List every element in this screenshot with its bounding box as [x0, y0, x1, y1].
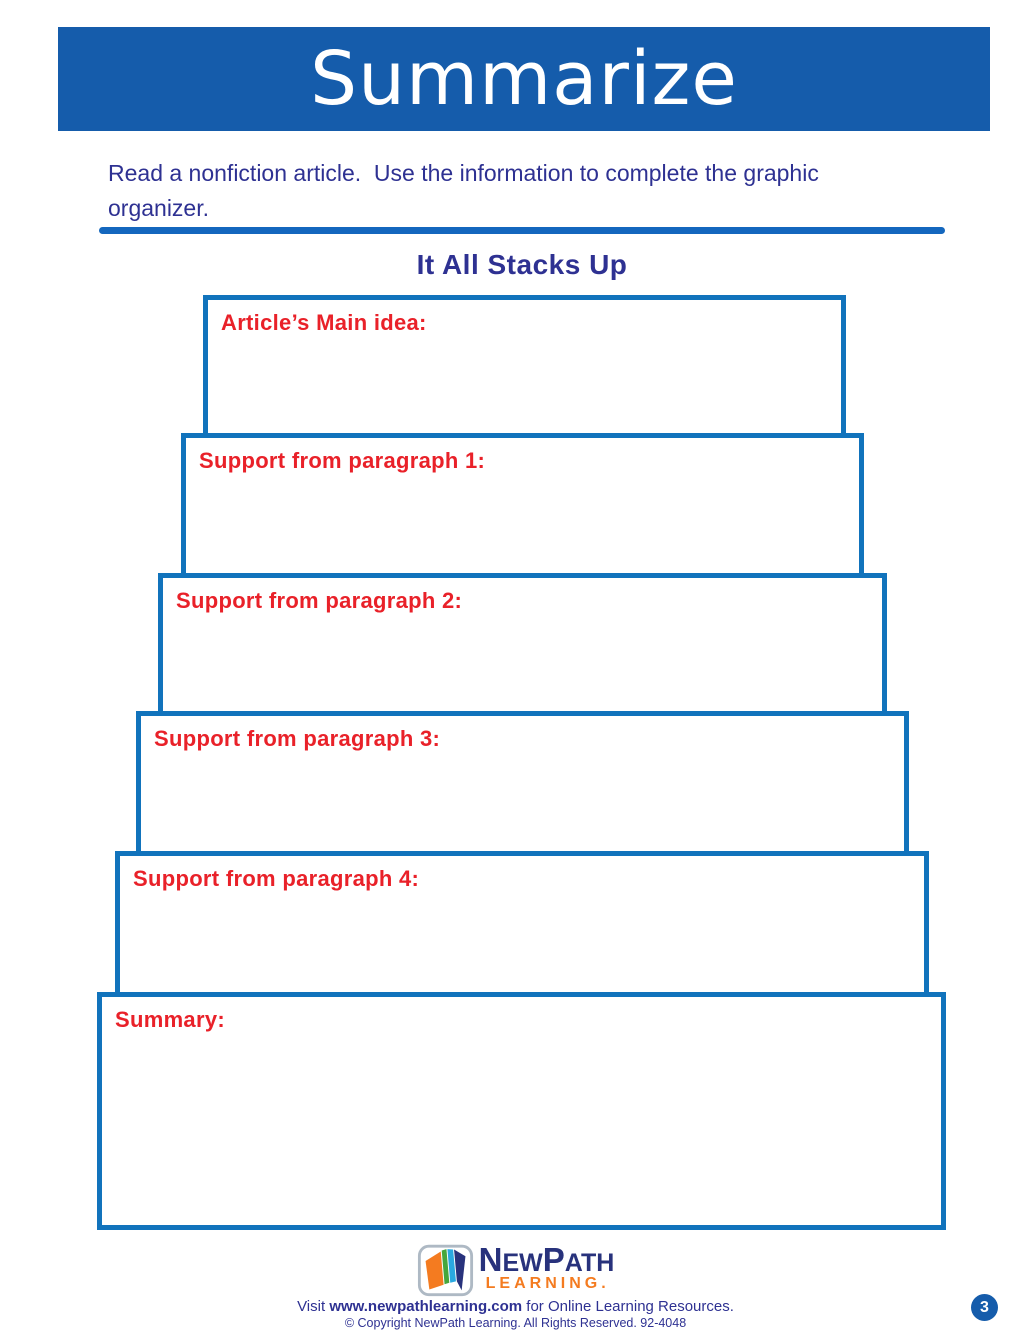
- copyright-text: © Copyright NewPath Learning. All Rights Reserved. 92-4048: [344, 1316, 687, 1330]
- support-paragraph-3-label: Support from paragraph 3:: [154, 726, 441, 751]
- support-paragraph-1-box: [181, 433, 864, 578]
- support-paragraph-1-label: Support from paragraph 1:: [199, 448, 486, 473]
- newpath-wordmark: [478, 1240, 615, 1278]
- newpath-books-icon: [417, 1241, 474, 1298]
- organizer-title: It All Stacks Up: [416, 249, 628, 280]
- page-number-badge: 3: [971, 1294, 998, 1321]
- wordmark-p: P: [542, 1240, 565, 1278]
- newpath-logo: [0, 1240, 1031, 1298]
- newpath-url: www.newpathlearning.com: [329, 1298, 523, 1315]
- support-paragraph-4-label: Support from paragraph 4:: [133, 866, 420, 891]
- newpath-logo-text: [478, 1240, 615, 1293]
- support-paragraph-3-box: [136, 711, 909, 856]
- support-paragraph-2-label: Support from paragraph 2:: [176, 588, 463, 613]
- page-title: Summarize: [310, 36, 738, 122]
- instructions-text: Read a nonfiction article. Use the information to complete the graphic organizer.: [108, 160, 826, 221]
- divider-rule: [99, 227, 945, 234]
- main-idea-box: [203, 295, 846, 438]
- wordmark-ath: ATH: [564, 1248, 615, 1277]
- wordmark-ew: EW: [502, 1248, 543, 1277]
- support-paragraph-4-box: [115, 851, 929, 997]
- tagline-suffix: for Online Learning Resources.: [522, 1298, 734, 1315]
- summary-box: [97, 992, 946, 1230]
- tagline-prefix: Visit: [297, 1298, 330, 1315]
- support-paragraph-2-box: [158, 573, 887, 716]
- main-idea-label: Article’s Main idea:: [221, 310, 427, 335]
- summary-label: Summary:: [115, 1007, 225, 1032]
- learning-wordmark: LEARNING.: [485, 1275, 610, 1293]
- wordmark-n: N: [478, 1240, 503, 1278]
- header-banner: [58, 27, 990, 131]
- footer-tagline: [0, 1298, 1031, 1315]
